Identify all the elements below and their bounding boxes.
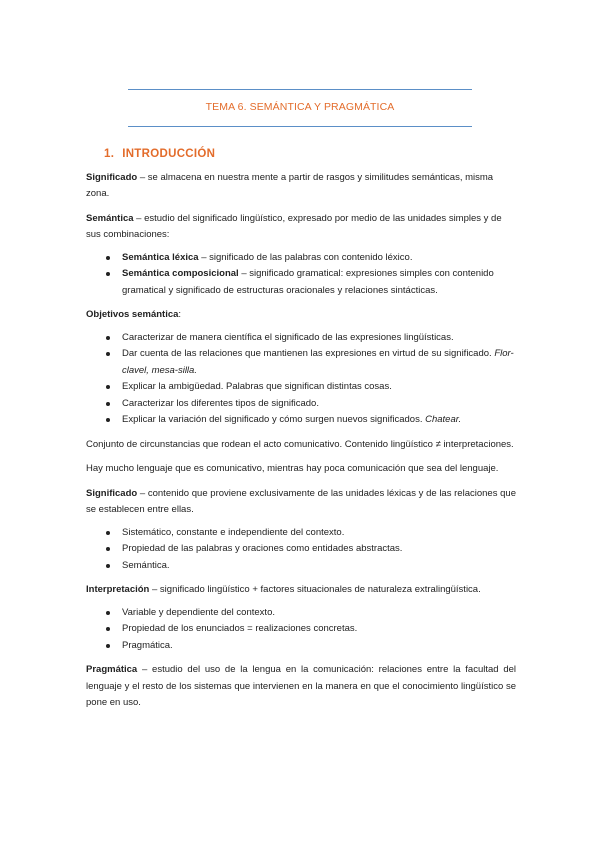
list-item: Semántica. bbox=[86, 558, 516, 575]
paragraph-significado-definition bbox=[86, 170, 516, 203]
title-top-rule bbox=[128, 89, 472, 90]
term-significado: Significado bbox=[86, 171, 138, 183]
interpretacion-properties-list bbox=[86, 605, 516, 655]
list-item-text: Explicar la ambigüedad. Palabras que significan distintas cosas. bbox=[122, 381, 392, 392]
section-number: 1. bbox=[104, 148, 115, 160]
list-item bbox=[86, 250, 516, 267]
list-item bbox=[86, 396, 516, 413]
list-item-text: – significado de las palabras con contenido léxico. bbox=[198, 251, 413, 263]
list-item bbox=[86, 346, 516, 379]
interpretacion-definition-text: – significado lingüístico + factores situacionales de naturaleza extralingüística. bbox=[149, 584, 481, 595]
objetivos-label: Objetivos semántica bbox=[86, 309, 179, 320]
list-item-text: – significado gramatical: expresiones simples con contenido gramatical y significado de estructuras oracionales y relaciones sintácticas. bbox=[122, 268, 494, 296]
term-significado: Significado bbox=[86, 487, 138, 499]
list-item: Variable y dependiente del contexto. bbox=[86, 605, 516, 622]
paragraph-contexto: Conjunto de circunstancias que rodean el acto comunicativo. Contenido lingüístico ≠ interpretaciones. bbox=[86, 438, 514, 450]
list-item: Sistemático, constante e independiente del contexto. bbox=[86, 525, 516, 542]
list-item-text: Caracterizar los diferentes tipos de significado. bbox=[122, 397, 319, 409]
term-pragmatica: Pragmática bbox=[86, 664, 138, 675]
semantica-types-list bbox=[86, 250, 516, 300]
list-item bbox=[86, 379, 516, 396]
term-semantica: Semántica bbox=[86, 212, 134, 224]
paragraph-pragmatica bbox=[86, 662, 516, 712]
list-item: Propiedad de las palabras y oraciones como entidades abstractas. bbox=[86, 541, 516, 558]
title-bottom-rule bbox=[128, 126, 472, 127]
term-interpretacion: Interpretación bbox=[86, 584, 150, 595]
objetivos-list bbox=[86, 330, 516, 429]
list-item: Propiedad de los enunciados = realizaciones concretas. bbox=[86, 621, 516, 638]
list-item: Pragmática. bbox=[86, 638, 516, 655]
list-item-text: Dar cuenta de las relaciones que mantienen las expresiones en virtud de su significado. bbox=[122, 348, 495, 359]
term-semantica-composicional: Semántica composicional bbox=[122, 268, 239, 279]
pragmatica-definition-text: – estudio del uso de la lengua en la comunicación: relaciones entre la facultad del lenguaje y el resto de los sistemas que intervienen en la manera en que el conocimiento lingüístico se pone en uso. bbox=[86, 664, 516, 708]
significado-contenido-text: – contenido que proviene exclusivamente de las unidades léxicas y de las relaciones que se establecen entre ellas. bbox=[86, 487, 516, 515]
document-title: TEMA 6. SEMÁNTICA Y PRAGMÁTICA bbox=[205, 101, 395, 113]
list-item bbox=[86, 330, 516, 347]
example-text: Flor-clavel, mesa-silla. bbox=[122, 348, 514, 376]
paragraph-interpretacion bbox=[86, 582, 516, 599]
list-item bbox=[86, 266, 516, 299]
list-item-text: Caracterizar de manera científica el significado de las expresiones lingüísticas. bbox=[122, 331, 454, 343]
list-item-text: Explicar la variación del significado y cómo surgen nuevos significados. bbox=[122, 414, 426, 425]
term-semantica-lexica: Semántica léxica bbox=[122, 251, 199, 263]
section-title: INTRODUCCIÓN bbox=[122, 148, 216, 160]
significado-definition-text: – se almacena en nuestra mente a partir de rasgos y similitudes semánticas, misma zona. bbox=[86, 171, 494, 199]
semantica-definition-text: – estudio del significado lingüístico, expresado por medio de las unidades simples y de sus combinaciones: bbox=[86, 212, 502, 240]
section-heading bbox=[104, 146, 516, 163]
example-text: Chatear. bbox=[425, 414, 462, 425]
paragraph-significado-contenido bbox=[86, 486, 516, 519]
paragraph-semantica-definition bbox=[86, 211, 516, 244]
list-item bbox=[86, 412, 516, 429]
significado-properties-list bbox=[86, 525, 516, 575]
paragraph-lenguaje: Hay mucho lenguaje que es comunicativo, mientras hay poca comunicación que sea del lenguaje. bbox=[86, 463, 499, 474]
document-body bbox=[86, 146, 516, 720]
objetivos-colon: : bbox=[178, 309, 182, 320]
paragraph-objetivos-heading bbox=[86, 307, 516, 324]
